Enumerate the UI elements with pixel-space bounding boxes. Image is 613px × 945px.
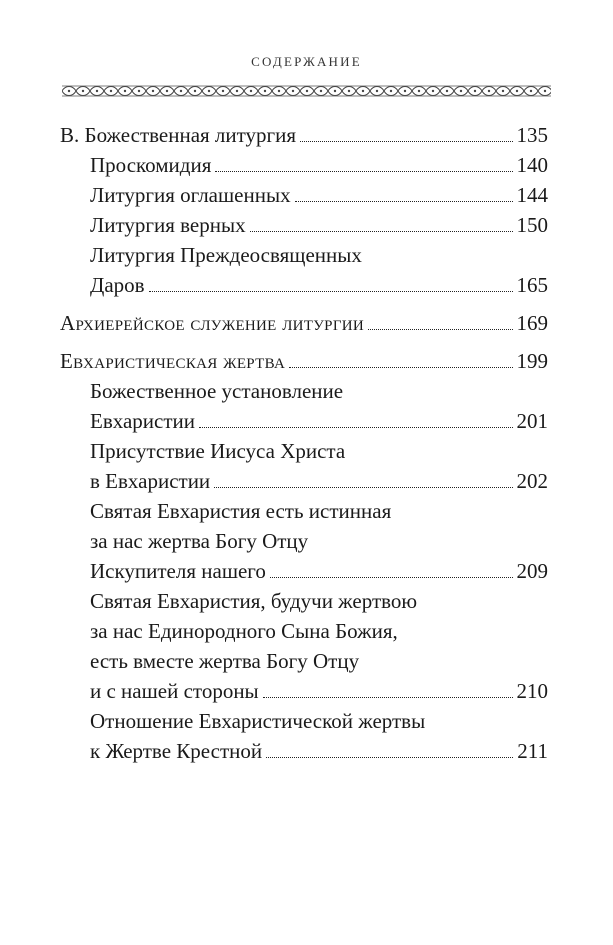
dot-leader: [263, 696, 513, 698]
toc-entry-title: Даров: [90, 273, 145, 297]
dot-leader: [214, 486, 512, 488]
toc-entry-faithful[interactable]: [60, 210, 548, 240]
toc-page-number: 144: [516, 183, 548, 207]
toc-page-number: 210: [516, 679, 548, 703]
toc-page-number: 165: [516, 273, 548, 297]
dot-leader: [215, 170, 512, 172]
toc-entry-title: В. Божественная литургия: [60, 123, 297, 147]
toc-entry-our-side[interactable]: [60, 586, 548, 706]
toc-entry-title: и с нашей стороны: [90, 679, 259, 703]
dot-leader: [266, 756, 513, 758]
toc-page-number: 169: [516, 311, 548, 335]
dot-leader: [289, 366, 512, 368]
toc-page-number: 150: [516, 213, 548, 237]
toc-entry-title: Евхаристическая жертва: [60, 349, 286, 373]
toc-page-number: 202: [516, 469, 548, 493]
toc-entry-liturgy[interactable]: [60, 120, 548, 150]
toc-entry-title: Литургия верных: [90, 213, 246, 237]
toc-entry-title: Искупителя нашего: [90, 559, 266, 583]
toc-page-number: 209: [516, 559, 548, 583]
toc-entry-catechumens[interactable]: [60, 180, 548, 210]
dot-leader: [149, 290, 513, 292]
toc-entry-title-line: есть вместе жертва Богу Отцу: [90, 649, 360, 673]
toc-entry-eucharistic-sacrifice[interactable]: [60, 346, 548, 376]
toc-page-number: 211: [517, 739, 548, 763]
toc-entry-proskomidia[interactable]: [60, 150, 548, 180]
toc-entry-title: Проскомидия: [90, 153, 212, 177]
table-of-contents: [60, 120, 548, 766]
toc-entry-title-line: Отношение Евхаристической жертвы: [90, 709, 426, 733]
toc-entry-title-line: Божественное установление: [90, 379, 344, 403]
toc-entry-hierarchal[interactable]: [60, 308, 548, 338]
dot-leader: [368, 328, 512, 330]
toc-entry-title-line: Присутствие Иисуса Христа: [90, 439, 346, 463]
toc-entry-title-line: Святая Евхаристия есть истинная: [90, 499, 392, 523]
toc-entry-title-line: Святая Евхаристия, будучи жертвою: [90, 589, 418, 613]
dot-leader: [295, 200, 513, 202]
dot-leader: [270, 576, 513, 578]
toc-page-number: 199: [516, 349, 548, 373]
toc-entry-title-line: за нас Единородного Сына Божия,: [90, 619, 398, 643]
toc-entry-title: в Евхаристии: [90, 469, 211, 493]
toc-page-number: 135: [516, 123, 548, 147]
toc-entry-title-line: Литургия Преждеосвященных: [90, 243, 362, 267]
toc-entry-presence[interactable]: [60, 436, 548, 496]
toc-entry-divine-institution[interactable]: [60, 376, 548, 436]
toc-entry-true-sacrifice[interactable]: [60, 496, 548, 586]
dot-leader: [199, 426, 513, 428]
ornament-divider: [62, 84, 551, 98]
toc-entry-title: Литургия оглашенных: [90, 183, 291, 207]
toc-page-number: 201: [516, 409, 548, 433]
toc-entry-title-line: за нас жертва Богу Отцу: [90, 529, 309, 553]
toc-entry-cross-sacrifice[interactable]: [60, 706, 548, 766]
page-header: СОДЕРЖАНИЕ: [251, 54, 362, 69]
dot-leader: [300, 140, 512, 142]
dot-leader: [250, 230, 513, 232]
toc-entry-title: к Жертве Крестной: [90, 739, 263, 763]
toc-entry-title: Евхаристии: [90, 409, 195, 433]
toc-page-number: 140: [516, 153, 548, 177]
toc-entry-presanctified[interactable]: [60, 240, 548, 300]
toc-entry-title: Архиерейское служение литургии: [60, 311, 365, 335]
